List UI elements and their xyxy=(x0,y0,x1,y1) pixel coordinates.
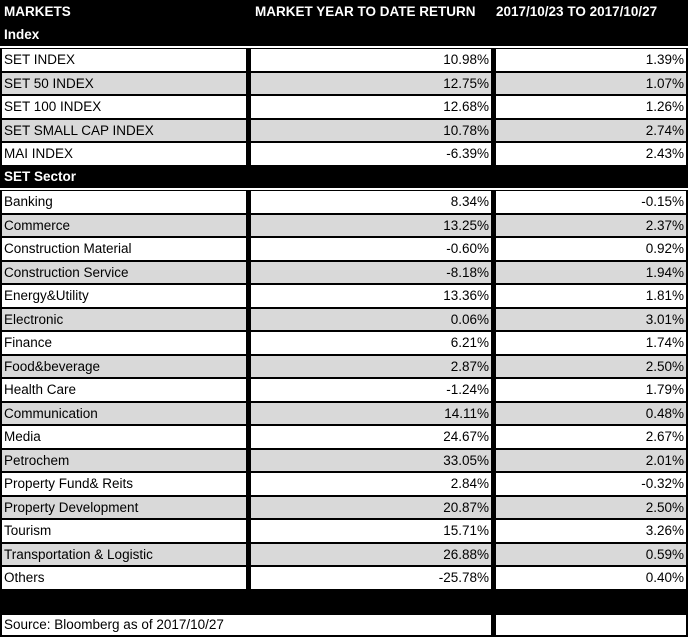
table-row xyxy=(0,449,688,473)
table-row xyxy=(0,214,688,238)
ytd-return: 0.06% xyxy=(251,309,491,331)
week-return: 0.59% xyxy=(496,544,686,566)
market-name: SET 100 INDEX xyxy=(2,96,246,118)
ytd-return: 26.88% xyxy=(251,544,491,566)
week-return: 2.37% xyxy=(496,215,686,237)
market-name: Energy&Utility xyxy=(2,285,246,307)
market-name: SET 50 INDEX xyxy=(2,73,246,95)
market-name: Property Fund& Reits xyxy=(2,473,246,495)
market-name: SET SMALL CAP INDEX xyxy=(2,120,246,142)
table-row xyxy=(0,355,688,379)
table-row xyxy=(0,402,688,426)
week-return: -0.32% xyxy=(496,473,686,495)
header-week-range: 2017/10/23 TO 2017/10/27 xyxy=(496,4,658,19)
market-name: Health Care xyxy=(2,379,246,401)
week-return: 2.67% xyxy=(496,426,686,448)
source-blank-cell xyxy=(496,615,686,635)
market-name: Tourism xyxy=(2,520,246,542)
ytd-return: -25.78% xyxy=(251,567,491,589)
ytd-return: 12.75% xyxy=(251,73,491,95)
table-row xyxy=(0,331,688,355)
table-row xyxy=(0,284,688,308)
ytd-return: -8.18% xyxy=(251,262,491,284)
market-name: Media xyxy=(2,426,246,448)
market-name: Construction Material xyxy=(2,238,246,260)
ytd-return: 20.87% xyxy=(251,497,491,519)
table-row xyxy=(0,237,688,261)
week-return: 1.94% xyxy=(496,262,686,284)
spacer-bar xyxy=(0,590,688,614)
ytd-return: 13.36% xyxy=(251,285,491,307)
table-row xyxy=(0,142,688,166)
week-return: 2.74% xyxy=(496,120,686,142)
market-name: Food&beverage xyxy=(2,356,246,378)
table-row xyxy=(0,519,688,543)
week-return: 1.07% xyxy=(496,73,686,95)
week-return: 2.01% xyxy=(496,450,686,472)
week-return: 2.50% xyxy=(496,356,686,378)
section-index-heading xyxy=(0,23,688,46)
week-return: -0.15% xyxy=(496,191,686,213)
table-row xyxy=(0,190,688,214)
ytd-return: 13.25% xyxy=(251,215,491,237)
market-name: Others xyxy=(2,567,246,589)
market-name: Property Development xyxy=(2,497,246,519)
market-name: SET INDEX xyxy=(2,49,246,71)
week-return: 2.50% xyxy=(496,497,686,519)
table-row xyxy=(0,48,688,72)
week-return: 0.48% xyxy=(496,403,686,425)
week-return: 1.79% xyxy=(496,379,686,401)
ytd-return: -1.24% xyxy=(251,379,491,401)
source-row xyxy=(0,614,688,637)
market-name: Petrochem xyxy=(2,450,246,472)
table-row xyxy=(0,308,688,332)
section-sector-title: SET Sector xyxy=(4,169,77,184)
week-return: 1.81% xyxy=(496,285,686,307)
ytd-return: -6.39% xyxy=(251,143,491,165)
ytd-return: 33.05% xyxy=(251,450,491,472)
table-row xyxy=(0,472,688,496)
section-sector-heading xyxy=(0,165,688,188)
market-name: Electronic xyxy=(2,309,246,331)
ytd-return: 8.34% xyxy=(251,191,491,213)
table-header xyxy=(0,0,688,23)
header-markets: MARKETS xyxy=(4,4,71,19)
market-name: MAI INDEX xyxy=(2,143,246,165)
ytd-return: 10.78% xyxy=(251,120,491,142)
ytd-return: 6.21% xyxy=(251,332,491,354)
ytd-return: 12.68% xyxy=(251,96,491,118)
ytd-return: -0.60% xyxy=(251,238,491,260)
table-row xyxy=(0,425,688,449)
ytd-return: 2.84% xyxy=(251,473,491,495)
market-name: Finance xyxy=(2,332,246,354)
table-row xyxy=(0,378,688,402)
week-return: 0.40% xyxy=(496,567,686,589)
week-return: 3.26% xyxy=(496,520,686,542)
week-return: 3.01% xyxy=(496,309,686,331)
ytd-return: 24.67% xyxy=(251,426,491,448)
table-row xyxy=(0,119,688,143)
ytd-return: 10.98% xyxy=(251,49,491,71)
table-row xyxy=(0,95,688,119)
ytd-return: 14.11% xyxy=(251,403,491,425)
week-return: 0.92% xyxy=(496,238,686,260)
section-index-title: Index xyxy=(4,27,40,42)
market-name: Communication xyxy=(2,403,246,425)
week-return: 1.26% xyxy=(496,96,686,118)
table-row xyxy=(0,261,688,285)
ytd-return: 2.87% xyxy=(251,356,491,378)
table-row xyxy=(0,72,688,96)
ytd-return: 15.71% xyxy=(251,520,491,542)
table-row xyxy=(0,543,688,567)
week-return: 1.39% xyxy=(496,49,686,71)
market-name: Banking xyxy=(2,191,246,213)
week-return: 2.43% xyxy=(496,143,686,165)
source-note: Source: Bloomberg as of 2017/10/27 xyxy=(2,615,491,635)
header-ytd-return: MARKET YEAR TO DATE RETURN xyxy=(255,4,476,19)
market-name: Transportation & Logistic xyxy=(2,544,246,566)
market-name: Commerce xyxy=(2,215,246,237)
table-row xyxy=(0,496,688,520)
market-name: Construction Service xyxy=(2,262,246,284)
table-row xyxy=(0,566,688,590)
week-return: 1.74% xyxy=(496,332,686,354)
